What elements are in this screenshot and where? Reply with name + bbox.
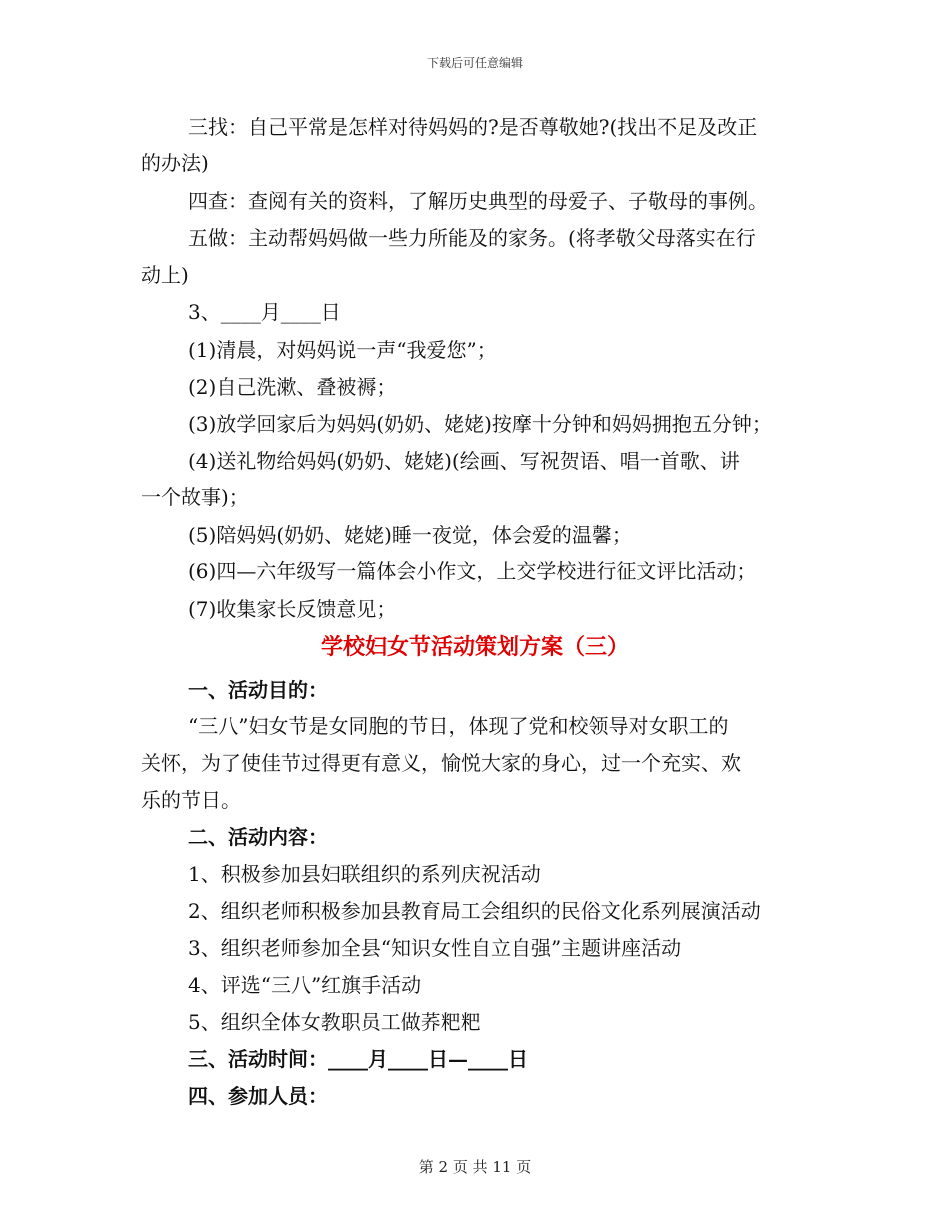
page-header: 下载后可任意编辑 xyxy=(426,56,523,70)
list-item: 4、评选“三八”红旗手活动 xyxy=(188,973,422,997)
paragraph-line: 关怀，为了使佳节过得更有意义，愉悦大家的身心，过一个充实、欢 xyxy=(141,751,741,775)
paragraph-line: 乐的节日。 xyxy=(141,788,241,812)
section-heading: 二、活动内容： xyxy=(188,825,328,849)
paragraph-line: 的办法) xyxy=(141,151,209,175)
page-footer: 第 2 页 共 11 页 xyxy=(418,1158,532,1176)
list-item: 5、组织全体女教职员工做荞粑粑 xyxy=(188,1010,481,1034)
paragraph-line: 四查：查阅有关的资料，了解历史典型的母爱子、子敬母的事例。 xyxy=(188,189,768,213)
paragraph-line: “三八”妇女节是女同胞的节日，体现了党和校领导对女职工的 xyxy=(188,714,729,738)
section-title: 学校妇女节活动策划方案（三） xyxy=(320,634,629,660)
list-item: (7)收集家长反馈意见； xyxy=(188,597,397,621)
list-item: 2、组织老师积极参加县教育局工会组织的民俗文化系列展演活动 xyxy=(188,899,761,923)
list-item: (6)四—六年级写一篇体会小作文，上交学校进行征文评比活动； xyxy=(188,559,757,583)
list-item: (1)清晨，对妈妈说一声“我爱您”； xyxy=(188,338,497,362)
section-heading: 一、活动目的： xyxy=(188,678,328,702)
list-item: (4)送礼物给妈妈(奶奶、姥姥)(绘画、写祝贺语、唱一首歌、讲 xyxy=(188,449,740,473)
list-item: 一个故事)； xyxy=(141,485,249,509)
list-item: (2)自己洗漱、叠被褥； xyxy=(188,375,397,399)
paragraph-line: 动上) xyxy=(141,263,189,287)
section-heading: 四、参加人员： xyxy=(188,1084,328,1108)
paragraph-line: 三找：自己平常是怎样对待妈妈的?是否尊敬她?(找出不足及改正 xyxy=(188,115,758,139)
list-item: (3)放学回家后为妈妈(奶奶、姥姥)按摩十分钟和妈妈拥抱五分钟； xyxy=(188,412,772,436)
paragraph-line: 3、____月____日 xyxy=(188,300,341,324)
list-item: 1、积极参加县妇联组织的系列庆祝活动 xyxy=(188,862,541,886)
paragraph-line: 五做：主动帮妈妈做一些力所能及的家务。(将孝敬父母落实在行 xyxy=(188,226,756,250)
list-item: (5)陪妈妈(奶奶、姥姥)睡一夜觉，体会爱的温馨； xyxy=(188,523,632,547)
list-item: 3、组织老师参加全县“知识女性自立自强”主题讲座活动 xyxy=(188,936,682,960)
section-heading: 三、活动时间：____月____日—____日 xyxy=(188,1047,528,1071)
